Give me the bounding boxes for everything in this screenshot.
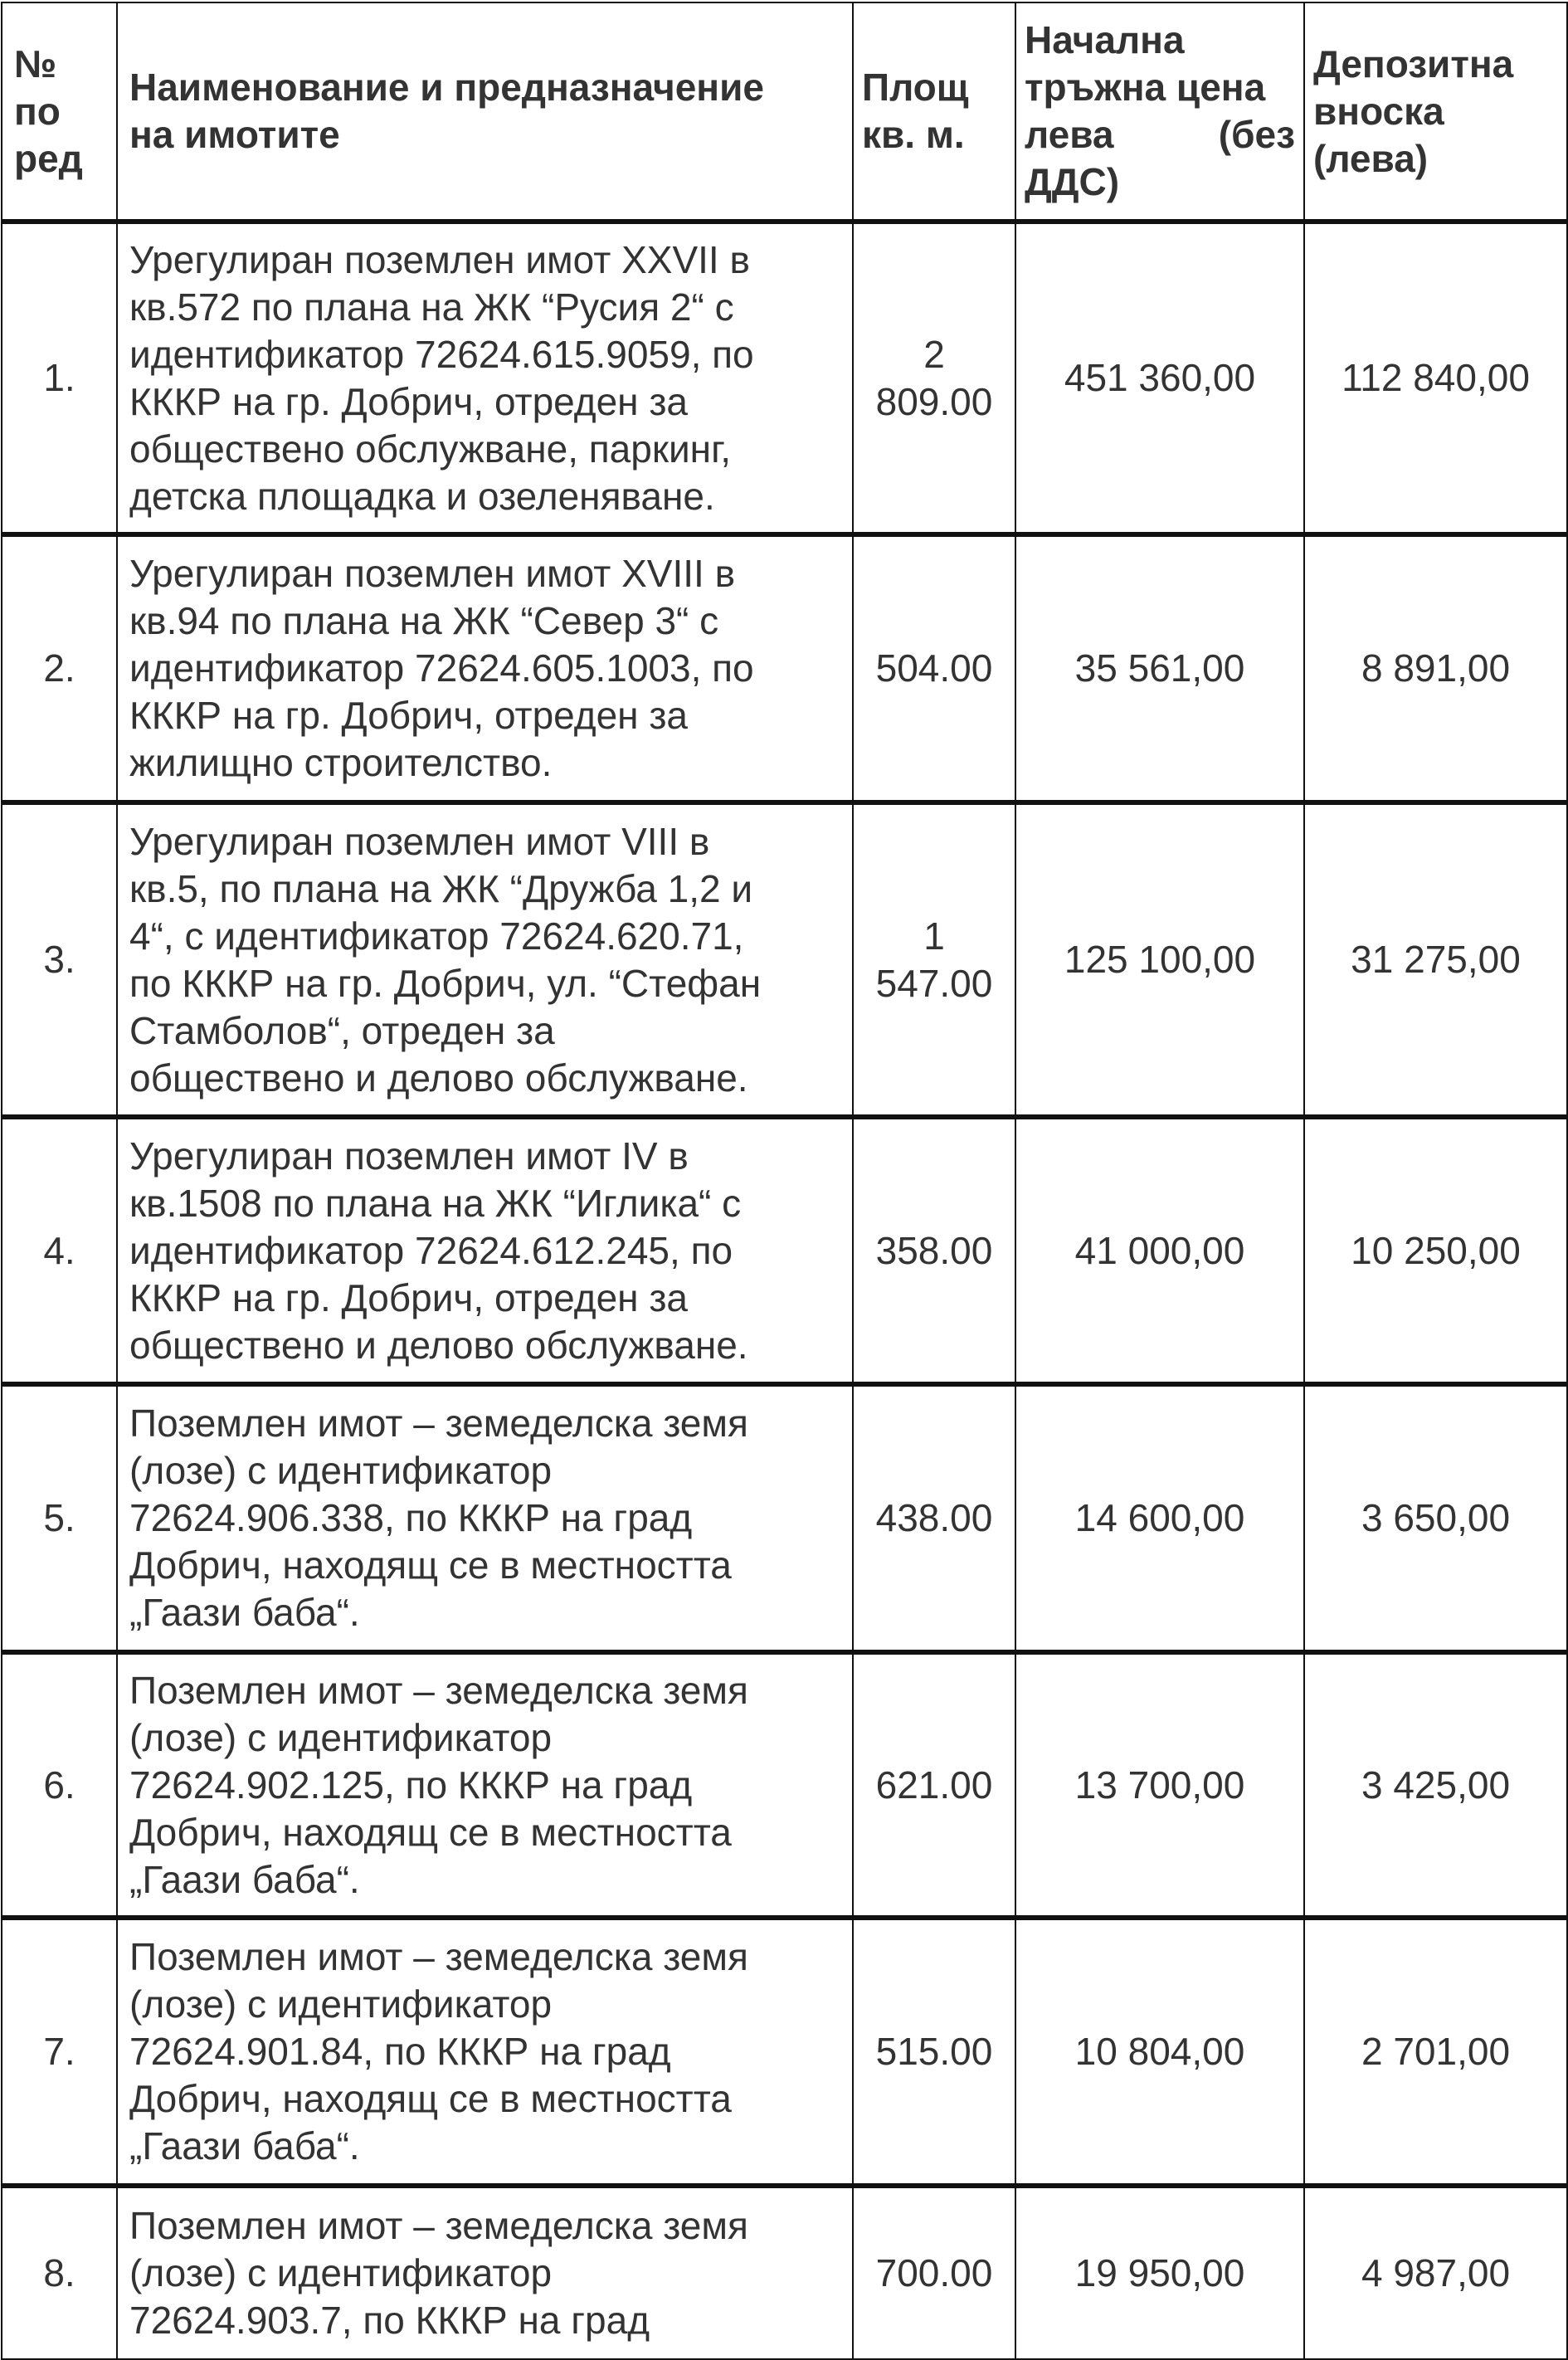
description-line: 72624.902.125, по КККР на град (129, 1763, 693, 1807)
row-price: 35 561,00 (1015, 534, 1304, 802)
description-line: (лозе) с идентификатор (129, 2251, 553, 2294)
description-line: 72624.901.84, по КККР на град (129, 2030, 671, 2073)
row-deposit: 4 987,00 (1304, 2186, 1567, 2359)
area-line: 700.00 (875, 2251, 993, 2294)
description-line: КККР на гр. Добрич, отреден за (129, 379, 689, 423)
area-line: 809.00 (875, 379, 993, 423)
row-description (117, 802, 853, 1117)
row-description (117, 1652, 853, 1918)
row-number: 2. (2, 534, 117, 802)
description-line: 4“, с идентификатор 72624.620.71, (129, 914, 744, 958)
row-deposit: 2 701,00 (1304, 1918, 1567, 2186)
row-area (853, 1918, 1015, 2186)
row-number: 4. (2, 1117, 117, 1384)
row-number: 3. (2, 802, 117, 1117)
row-deposit: 10 250,00 (1304, 1117, 1567, 1384)
header-number: № по ред (2, 2, 117, 222)
row-number: 8. (2, 2186, 117, 2359)
row-price: 125 100,00 (1015, 802, 1304, 1117)
description-line: кв.1508 по плана на ЖК “Иглика“ с (129, 1181, 742, 1225)
description-line: Добрич, находящ се в местността (129, 1543, 732, 1587)
description-line: Стамболов“, отреден за (129, 1008, 555, 1052)
row-number: 6. (2, 1652, 117, 1918)
row-area (853, 2186, 1015, 2359)
row-area (853, 802, 1015, 1117)
area-line: 358.00 (875, 1228, 993, 1272)
row-description (117, 1384, 853, 1652)
area-line: 621.00 (875, 1763, 993, 1807)
row-deposit: 31 275,00 (1304, 802, 1567, 1117)
row-description (117, 222, 853, 534)
row-deposit: 8 891,00 (1304, 534, 1567, 802)
description-line: обществено обслужване, паркинг, (129, 427, 732, 471)
description-line: Урегулиран поземлен имот XVIII в (129, 552, 736, 595)
row-number: 7. (2, 1918, 117, 2186)
description-line: по КККР на гр. Добрич, ул. “Стефан (129, 961, 762, 1005)
table-row (2, 1652, 1567, 1918)
table-row (2, 802, 1567, 1117)
header-price: Начална тръжна цена лева (без ДДС) (1015, 2, 1304, 222)
description-line: обществено и делово обслужване. (129, 1056, 748, 1100)
row-description (117, 534, 853, 802)
description-line: Поземлен имот – земеделска земя (129, 2204, 748, 2247)
description-line: „Гаази баба“. (129, 1591, 360, 1634)
row-price: 451 360,00 (1015, 222, 1304, 534)
description-line: „Гаази баба“. (129, 2124, 360, 2167)
description-line: идентификатор 72624.605.1003, по (129, 646, 754, 690)
description-line: КККР на гр. Добрич, отреден за (129, 694, 689, 737)
row-description (117, 2186, 853, 2359)
area-line: 547.00 (875, 961, 993, 1005)
row-price: 13 700,00 (1015, 1652, 1304, 1918)
row-area (853, 1384, 1015, 1652)
description-line: (лозе) с идентификатор (129, 1449, 553, 1492)
area-line: 438.00 (875, 1496, 993, 1539)
description-line: Урегулиран поземлен имот IV в (129, 1134, 689, 1178)
row-number: 5. (2, 1384, 117, 1652)
description-line: кв.94 по плана на ЖК “Север 3“ с (129, 599, 719, 642)
header-deposit: Депозитна вноска (лева) (1304, 2, 1567, 222)
row-deposit: 3 650,00 (1304, 1384, 1567, 1652)
description-line: Урегулиран поземлен имот VIII в (129, 819, 710, 863)
description-line: кв.572 по плана на ЖК “Русия 2“ с (129, 285, 734, 329)
description-line: Добрич, находящ се в местността (129, 1810, 732, 1854)
header-description: Наименование и предназначение на имотите (117, 2, 853, 222)
row-area (853, 1652, 1015, 1918)
description-line: детска площадка и озеленяване. (129, 474, 715, 518)
row-description (117, 1117, 853, 1384)
table-row (2, 222, 1567, 534)
table-row (2, 1384, 1567, 1652)
row-deposit: 3 425,00 (1304, 1652, 1567, 1918)
description-line: Поземлен имот – земеделска земя (129, 1935, 748, 1978)
description-line: обществено и делово обслужване. (129, 1323, 748, 1367)
row-price: 41 000,00 (1015, 1117, 1304, 1384)
area-line: 515.00 (875, 2030, 993, 2073)
area-line: 1 (923, 914, 945, 958)
properties-table (1, 2, 1568, 2360)
header-area: Площ кв. м. (853, 2, 1015, 222)
description-line: кв.5, по плана на ЖК “Дружба 1,2 и (129, 866, 753, 910)
row-price: 19 950,00 (1015, 2186, 1304, 2359)
row-deposit: 112 840,00 (1304, 222, 1567, 534)
row-price: 10 804,00 (1015, 1918, 1304, 2186)
row-area (853, 534, 1015, 802)
row-price: 14 600,00 (1015, 1384, 1304, 1652)
table-row (2, 1918, 1567, 2186)
row-number: 1. (2, 222, 117, 534)
description-line: КККР на гр. Добрич, отреден за (129, 1275, 689, 1319)
description-line: (лозе) с идентификатор (129, 1715, 553, 1759)
header-row (2, 2, 1567, 222)
table-row (2, 2186, 1567, 2359)
description-line: (лозе) с идентификатор (129, 1982, 553, 2026)
description-line: Добрич, находящ се в местността (129, 2077, 732, 2120)
area-line: 504.00 (875, 646, 993, 690)
description-line: Поземлен имот – земеделска земя (129, 1402, 748, 1445)
description-line: идентификатор 72624.615.9059, по (129, 332, 754, 376)
row-area (853, 222, 1015, 534)
description-line: идентификатор 72624.612.245, по (129, 1228, 733, 1272)
description-line: жилищно строителство. (129, 741, 553, 784)
table-row (2, 534, 1567, 802)
description-line: „Гаази баба“. (129, 1857, 360, 1901)
row-description (117, 1918, 853, 2186)
description-line: 72624.903.7, по КККР на град (129, 2299, 650, 2342)
table-row (2, 1117, 1567, 1384)
row-area (853, 1117, 1015, 1384)
description-line: Урегулиран поземлен имот XXVII в (129, 237, 750, 281)
area-line: 2 (923, 332, 945, 376)
description-line: 72624.906.338, по КККР на град (129, 1496, 693, 1539)
description-line: Поземлен имот – земеделска земя (129, 1668, 748, 1712)
